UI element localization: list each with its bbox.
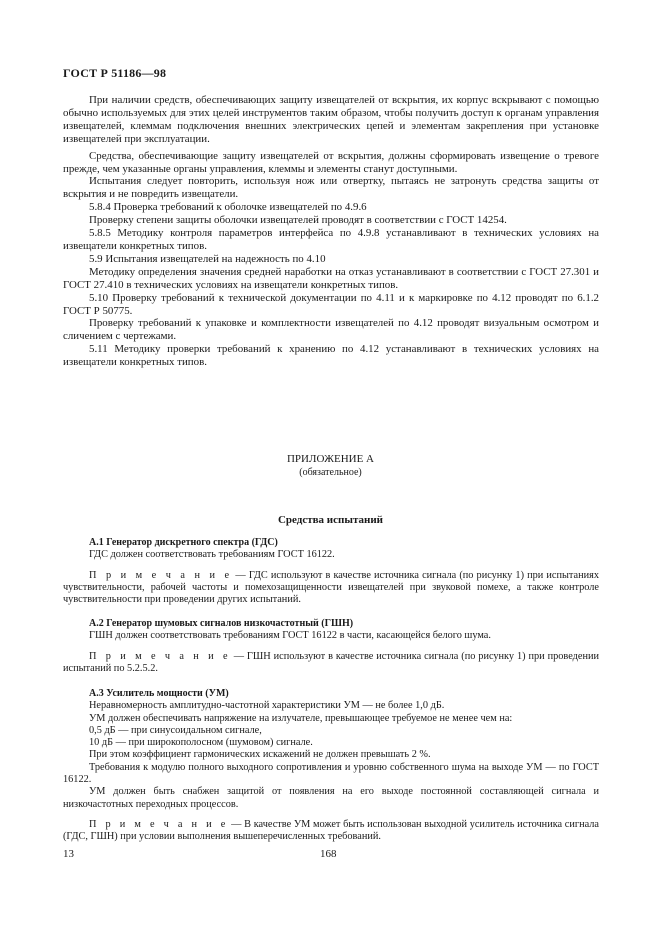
- paragraph: Испытания следует повторить, используя нож или отвертку, пытаясь не затронуть средства защиты от вскрытия и не повредить извещатели.: [63, 175, 599, 201]
- note-text: — ГДС используют в качестве источника сигнала (по рисунку 1) при испытаниях чувствительности, рабочей частоты и помехозащищенности извещателей при звуковой помехе, а также контроле чувствительности при проведении других испытаний.: [63, 569, 599, 606]
- section-title: Средства испытаний: [277, 514, 384, 526]
- paragraph: 5.10 Проверку требований к технической документации по 4.11 и к маркировке по 4.12 проводят по 6.1.2 ГОСТ Р 50775.: [63, 291, 599, 317]
- paragraph: 5.11 Методику проверки требований к хранению по 4.12 устанавливают в технических условиях на извещатели конкретных типов.: [63, 343, 599, 369]
- paragraph: 10 дБ — при широкополосном (шумовом) сигнале.: [89, 737, 313, 749]
- page-number-center: 168: [320, 848, 337, 860]
- paragraph: УМ должен обеспечивать напряжение на излучателе, превышающее требуемое не менее чем на:: [89, 712, 513, 724]
- document-code: ГОСТ Р 51186—98: [63, 66, 167, 80]
- appendix-title: ПРИЛОЖЕНИЕ А: [286, 453, 374, 465]
- paragraph: Методику определения значения средней наработки на отказ устанавливают в соответствии с ГОСТ 27.301 и ГОСТ 27.410 в технических условиях на извещатели конкретных типов.: [63, 265, 599, 291]
- section-5-text: [63, 94, 599, 369]
- note: [63, 819, 599, 844]
- section-a1-heading: А.1 Генератор дискретного спектра (ГДС): [89, 537, 278, 548]
- paragraph: ГШН должен соответствовать требованиям ГОСТ 16122 в части, касающейся белого шума.: [89, 630, 491, 642]
- note: [63, 570, 599, 607]
- paragraph: 5.9 Испытания извещателей на надежность по 4.10: [89, 252, 326, 265]
- paragraph: Требования к модулю полного выходного сопротивления и уровню собственного шума на выходе УМ — по ГОСТ 16122.: [63, 761, 599, 786]
- paragraph: ГДС должен соответствовать требованиям ГОСТ 16122.: [89, 549, 335, 561]
- paragraph: При наличии средств, обеспечивающих защиту извещателей от вскрытия, их корпус вскрывают с помощью обычно используемых для этих целей инструментов таким образом, чтобы получить доступ к органам управления извещателей, клеммам подключения внешних электрических цепей и элементам закрепления при установке извещателей при эксплуатации.: [63, 94, 599, 145]
- note-label: П р и м е ч а н и е: [89, 818, 229, 830]
- page-number-left: 13: [63, 848, 74, 860]
- note-text: — В качестве УМ может быть использован выходной усилитель источника сигнала (ГДС, ГШН) при условии выполнения вышеперечисленных требований.: [63, 818, 599, 843]
- note-text: — ГШН используют в качестве источника сигнала (по рисунку 1) при проведении испытаний по 5.2.5.2.: [63, 650, 599, 674]
- paragraph: Проверку требований к упаковке и комплектности извещателей по 4.12 проводят визуальным осмотром и сличением с чертежами.: [63, 317, 599, 343]
- appendix-heading: [0, 453, 661, 479]
- section-a3: [63, 688, 599, 844]
- paragraph: Проверку степени защиты оболочки извещателей проводят в соответствии с ГОСТ 14254.: [89, 214, 507, 227]
- section-a3-heading: А.3 Усилитель мощности (УМ): [89, 688, 229, 699]
- section-a2: [63, 618, 599, 675]
- paragraph: Средства, обеспечивающие защиту извещателей от вскрытия, должны сформировать извещение о тревоге прежде, чем указанные органы управления, клеммы и элементы станут доступными.: [63, 149, 599, 175]
- paragraph: Неравномерность амплитудно-частотной характеристики УМ — не более 1,0 дБ.: [89, 700, 445, 712]
- paragraph: 0,5 дБ — при синусоидальном сигнале,: [89, 724, 262, 736]
- note-label: П р и м е ч а н и е: [89, 650, 231, 662]
- note-label: П р и м е ч а н и е: [89, 569, 233, 581]
- paragraph: 5.8.5 Методику контроля параметров интерфейса по 4.9.8 устанавливают в технических условиях на извещатели конкретных типов.: [63, 227, 599, 252]
- section-a1: [63, 537, 599, 606]
- paragraph: УМ должен быть снабжен защитой от появления на его выходе постоянной составляющей сигнала и низкочастотных переходных процессов.: [63, 786, 599, 810]
- note: [63, 651, 599, 676]
- section-a2-heading: А.2 Генератор шумовых сигналов низкочастотный (ГШН): [89, 618, 354, 629]
- paragraph: 5.8.4 Проверка требований к оболочке извещателей по 4.9.6: [89, 201, 367, 214]
- appendix-subtitle: (обязательное): [299, 467, 362, 478]
- paragraph: При этом коэффициент гармонических искажений не должен превышать 2 %.: [89, 749, 431, 761]
